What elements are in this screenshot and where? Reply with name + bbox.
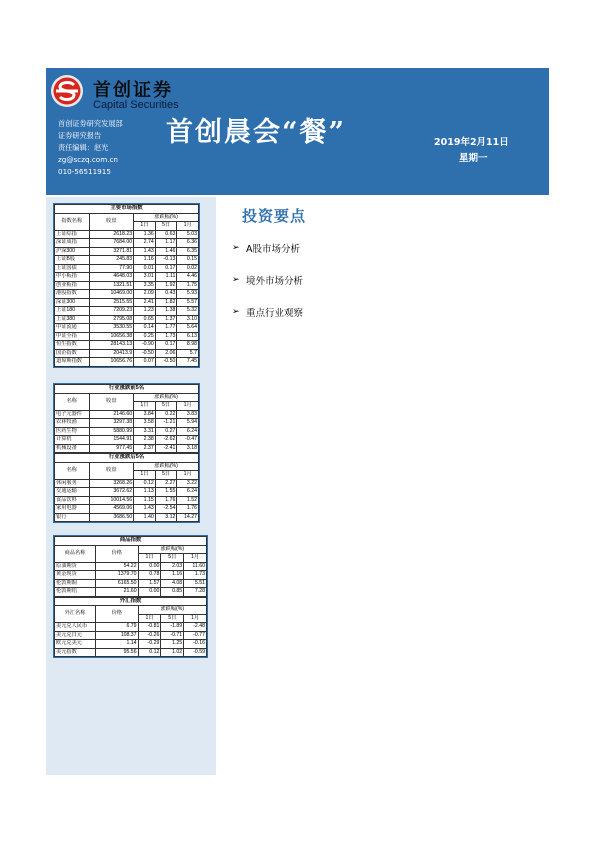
table-cell: 4569.06: [89, 505, 134, 514]
table-cell: 11.60: [184, 562, 207, 571]
table-cell: 1.15: [134, 496, 156, 505]
table-cell: 4.46: [177, 273, 199, 282]
table-cell: 交通运输: [55, 488, 90, 497]
table-cell: 3271.81: [89, 247, 134, 256]
table-cell: 上证综指: [55, 230, 90, 239]
table-cell: 1.37: [155, 315, 177, 324]
column-subheader: 5日: [155, 222, 177, 231]
table-row: [55, 631, 207, 640]
table-cell: 0.22: [155, 410, 177, 419]
table-row: [55, 436, 199, 445]
key-points-list: [232, 241, 303, 337]
section-title: 投资要点: [242, 207, 307, 225]
table-cell: 伦敦期铜: [55, 579, 96, 588]
table-cell: 道琼斯指数: [55, 358, 90, 367]
column-subheader: 5日: [155, 471, 177, 480]
table-cell: 10656.76: [89, 358, 134, 367]
table-row: [55, 273, 199, 282]
table-cell: 1.77: [155, 324, 177, 333]
table-cell: 1379.70: [96, 571, 139, 580]
table-cell: 医药生物: [55, 427, 90, 436]
table-row: [55, 479, 199, 488]
commodity-table-box: [53, 535, 208, 658]
table-cell: 2.38: [134, 436, 156, 445]
table-cell: 4.08: [161, 579, 184, 588]
table-cell: 3.01: [134, 273, 156, 282]
column-subheader: 5日: [155, 402, 177, 411]
table-row: [55, 324, 199, 333]
table-cell: -0.16: [184, 640, 207, 649]
column-subheader: 1日: [138, 614, 161, 623]
table-row: [55, 410, 199, 419]
column-subheader: 1日: [134, 471, 156, 480]
table-cell: 3.31: [134, 427, 156, 436]
table-row: [55, 281, 199, 290]
table-cell: -2.54: [155, 505, 177, 514]
column-subheader: 1月: [177, 471, 199, 480]
table-cell: 1.16: [134, 256, 156, 265]
table-cell: 2.74: [134, 239, 156, 248]
dept-phone: 010-56511915: [58, 167, 111, 176]
table-cell: 5.7: [177, 349, 199, 358]
column-header: 收盘: [89, 213, 134, 230]
table-cell: 0.00: [138, 562, 161, 571]
table-cell: 1.73: [184, 571, 207, 580]
capital-securities-logo-icon: [50, 74, 84, 108]
table-cell: 10014.56: [89, 496, 134, 505]
table-cell: 6.35: [177, 247, 199, 256]
table-cell: 1.82: [155, 298, 177, 307]
table-cell: 0.85: [161, 588, 184, 597]
table-cell: 上证B股: [55, 256, 90, 265]
arrow-bullet-icon: ➢: [232, 243, 240, 253]
table-caption: 外汇指数: [55, 597, 207, 606]
table-cell: 54.22: [96, 562, 139, 571]
table-cell: 国企指数: [55, 349, 90, 358]
column-subheader: 1月: [177, 222, 199, 231]
table-row: [55, 315, 199, 324]
table-cell: 3268.26: [89, 479, 134, 488]
table-cell: 上证380: [55, 315, 90, 324]
table-cell: 245.83: [89, 256, 134, 265]
commodity-table: [54, 536, 207, 597]
column-header: 涨跌幅(%): [134, 213, 199, 222]
dept-line: 首创证券研究发展部: [58, 119, 123, 128]
table-cell: 0.12: [138, 648, 161, 657]
column-header: 价格: [96, 545, 139, 562]
table-row: [55, 256, 199, 265]
report-weekday: 星期一: [459, 153, 488, 164]
table-cell: -0.71: [161, 631, 184, 640]
table-cell: 2618.23: [89, 230, 134, 239]
column-header: 收盘: [89, 462, 134, 479]
table-row: [55, 419, 199, 428]
fx-table: [54, 597, 207, 658]
table-cell: 中小板指: [55, 273, 90, 282]
table-cell: 0.15: [177, 256, 199, 265]
table-cell: 0.07: [134, 358, 156, 367]
table-cell: 中证全指: [55, 332, 90, 341]
table-cell: 1.02: [161, 648, 184, 657]
report-date: 2019年2月11日: [434, 137, 509, 148]
table-cell: 0.12: [134, 479, 156, 488]
table-cell: -0.81: [138, 623, 161, 632]
table-cell: 21.60: [96, 588, 139, 597]
table-cell: 1.17: [155, 239, 177, 248]
table-cell: 2795.08: [89, 315, 134, 324]
table-cell: 0.01: [134, 264, 156, 273]
table-caption: 商品指数: [55, 537, 207, 546]
table-cell: -0.47: [177, 436, 199, 445]
table-cell: 1.13: [134, 488, 156, 497]
table-cell: 77.90: [89, 264, 134, 273]
table-cell: 2515.55: [89, 298, 134, 307]
table-cell: 黄金现货: [55, 571, 96, 580]
table-cell: 3297.38: [89, 419, 134, 428]
table-cell: 5.57: [177, 298, 199, 307]
dept-email: zg@sczq.com.cn: [58, 155, 118, 164]
table-cell: 1.40: [134, 513, 156, 522]
table-row: [55, 349, 199, 358]
column-header: 涨跌幅(%): [138, 545, 206, 554]
table-row: [55, 505, 199, 514]
column-subheader: 5日: [161, 554, 184, 563]
table-cell: 6.36: [177, 239, 199, 248]
table-cell: 3.22: [177, 479, 199, 488]
table-cell: -2.62: [155, 436, 177, 445]
table-cell: 原油期货: [55, 562, 96, 571]
table-row: [55, 307, 199, 316]
table-cell: 3686.50: [89, 513, 134, 522]
table-cell: 0.17: [155, 264, 177, 273]
table-cell: 8.98: [177, 341, 199, 350]
table-cell: 1.38: [155, 307, 177, 316]
table-row: [55, 640, 207, 649]
table-cell: 伦敦期铝: [55, 588, 96, 597]
table-cell: 深证成指: [55, 239, 90, 248]
table-cell: 电子元器件: [55, 410, 90, 419]
table-cell: 2.06: [155, 349, 177, 358]
table-row: [55, 513, 199, 522]
table-cell: 美元指数: [55, 648, 96, 657]
table-cell: 沪深300: [55, 247, 90, 256]
table-row: [55, 427, 199, 436]
table-cell: 上证180: [55, 307, 90, 316]
report-title: 首创晨会“餐”: [166, 117, 347, 148]
table-cell: 上证国债: [55, 264, 90, 273]
table-cell: 1.55: [155, 488, 177, 497]
table-cell: -2.41: [155, 444, 177, 453]
table-cell: 7684.00: [89, 239, 134, 248]
table-cell: 美元兑人民币: [55, 623, 96, 632]
column-header: 涨跌幅(%): [134, 393, 199, 402]
table-cell: 2.41: [134, 298, 156, 307]
table-cell: 10656.38: [89, 332, 134, 341]
arrow-bullet-icon: ➢: [232, 275, 240, 285]
table-cell: 7.28: [184, 588, 207, 597]
table-cell: 6.24: [177, 488, 199, 497]
table-cell: 1.52: [177, 496, 199, 505]
table-cell: 7209.23: [89, 307, 134, 316]
table-cell: 5880.99: [89, 427, 134, 436]
table-cell: 2.03: [161, 562, 184, 571]
table-cell: 机械设备: [55, 444, 90, 453]
table-cell: 1.76: [177, 505, 199, 514]
column-header: 外汇名称: [55, 606, 96, 623]
column-header: 收盘: [89, 393, 134, 410]
table-cell: -0.90: [134, 341, 156, 350]
table-row: [55, 332, 199, 341]
table-cell: 1.23: [134, 307, 156, 316]
table-cell: 0.43: [155, 290, 177, 299]
column-header: 名称: [55, 393, 90, 410]
table-row: [55, 239, 199, 248]
table-cell: 1.36: [134, 230, 156, 239]
table-row: [55, 562, 207, 571]
table-cell: 1.73: [155, 332, 177, 341]
column-subheader: 1日: [138, 554, 161, 563]
key-point-label: 境外市场分析: [246, 276, 304, 287]
table-cell: -2.48: [184, 623, 207, 632]
table-row: [55, 247, 199, 256]
table-cell: 0.17: [155, 341, 177, 350]
table-cell: 1.43: [134, 247, 156, 256]
table-cell: 5.64: [177, 324, 199, 333]
table-cell: 美元兑日元: [55, 631, 96, 640]
table-cell: 港股指数: [55, 290, 90, 299]
table-cell: 95.56: [96, 648, 139, 657]
table-cell: 0.02: [177, 264, 199, 273]
table-cell: 中证流通: [55, 324, 90, 333]
column-header: 涨跌幅(%): [134, 462, 199, 471]
header-banner: [46, 68, 549, 195]
department-info: [58, 118, 123, 178]
table-cell: -0.77: [184, 631, 207, 640]
column-header: 指数名称: [55, 213, 90, 230]
table-cell: 4648.03: [89, 273, 134, 282]
table-caption: 主要市场指数: [55, 205, 199, 214]
table-cell: 977.45: [89, 444, 134, 453]
table-cell: -0.29: [138, 640, 161, 649]
table-row: [55, 444, 199, 453]
column-subheader: 1日: [134, 402, 156, 411]
table-cell: 0.00: [138, 588, 161, 597]
table-row: [55, 341, 199, 350]
table-row: [55, 571, 207, 580]
table-row: [55, 588, 207, 597]
sector-down-table: [54, 453, 199, 522]
table-cell: 0.63: [155, 230, 177, 239]
table-cell: 1.11: [155, 273, 177, 282]
table-cell: 2.27: [155, 479, 177, 488]
table-row: [55, 230, 199, 239]
table-cell: -0.26: [138, 631, 161, 640]
table-cell: 3672.62: [89, 488, 134, 497]
table-cell: 28143.13: [89, 341, 134, 350]
column-header: 涨跌幅(%): [138, 606, 206, 615]
table-cell: 0.25: [134, 332, 156, 341]
table-cell: 计算机: [55, 436, 90, 445]
table-cell: 1.92: [155, 281, 177, 290]
table-cell: 农林牧渔: [55, 419, 90, 428]
table-cell: 20413.9: [89, 349, 134, 358]
logo-chinese-name: 首创证券: [93, 80, 173, 101]
dept-line: 责任编辑：赵光: [58, 143, 109, 152]
sector-table-box: [53, 383, 200, 523]
table-cell: 3.35: [134, 281, 156, 290]
table-cell: 3530.55: [89, 324, 134, 333]
column-subheader: 1日: [134, 222, 156, 231]
logo-english-name: Capital Securities: [93, 99, 179, 111]
table-cell: 1.76: [155, 496, 177, 505]
table-row: [55, 496, 199, 505]
table-cell: 1544.91: [89, 436, 134, 445]
table-cell: 恒生指数: [55, 341, 90, 350]
key-point-item[interactable]: [232, 241, 303, 255]
table-cell: -0.13: [155, 256, 177, 265]
table-cell: 7.45: [177, 358, 199, 367]
data-sidebar: [46, 197, 216, 775]
table-cell: 1.57: [138, 579, 161, 588]
column-header: 名称: [55, 462, 90, 479]
table-cell: 108.37: [96, 631, 139, 640]
table-cell: 1.16: [161, 571, 184, 580]
table-cell: 3.83: [177, 410, 199, 419]
table-cell: 2.37: [134, 444, 156, 453]
table-cell: 银行: [55, 513, 90, 522]
table-cell: 0.27: [155, 427, 177, 436]
table-cell: 2.09: [134, 290, 156, 299]
table-row: [55, 358, 199, 367]
column-subheader: 1月: [184, 554, 207, 563]
table-cell: 5.93: [177, 290, 199, 299]
table-cell: -0.50: [155, 358, 177, 367]
table-cell: 5.51: [184, 579, 207, 588]
table-cell: 2146.60: [89, 410, 134, 419]
table-cell: 6165.50: [96, 579, 139, 588]
table-cell: 0.78: [138, 571, 161, 580]
table-cell: 6.79: [96, 623, 139, 632]
column-subheader: 1月: [184, 614, 207, 623]
table-row: [55, 290, 199, 299]
table-cell: 0.14: [134, 324, 156, 333]
table-cell: 6.24: [177, 427, 199, 436]
column-subheader: 1月: [177, 402, 199, 411]
table-cell: 5.32: [177, 307, 199, 316]
table-row: [55, 648, 207, 657]
key-point-item[interactable]: [232, 273, 303, 287]
table-cell: 10469.00: [89, 290, 134, 299]
table-cell: 1.46: [155, 247, 177, 256]
table-cell: -0.59: [184, 648, 207, 657]
dept-line: 证券研究报告: [58, 131, 102, 140]
column-header: 价格: [96, 606, 139, 623]
table-cell: -1.89: [161, 623, 184, 632]
key-point-label: A股市场分析: [246, 244, 300, 255]
table-row: [55, 264, 199, 273]
table-cell: 深证300: [55, 298, 90, 307]
table-cell: 3.58: [134, 419, 156, 428]
table-caption: 行业涨跌前5名: [55, 385, 199, 394]
table-cell: 家用电器: [55, 505, 90, 514]
table-cell: 5.94: [177, 419, 199, 428]
table-cell: 1.75: [177, 281, 199, 290]
table-cell: 1.25: [161, 640, 184, 649]
table-cell: 3.84: [134, 410, 156, 419]
table-row: [55, 488, 199, 497]
table-cell: 1321.51: [89, 281, 134, 290]
table-cell: 6.13: [177, 332, 199, 341]
table-cell: 创业板指: [55, 281, 90, 290]
table-cell: 1.43: [134, 505, 156, 514]
table-cell: -0.50: [134, 349, 156, 358]
table-row: [55, 298, 199, 307]
column-header: 商品名称: [55, 545, 96, 562]
table-cell: 3.10: [177, 315, 199, 324]
table-row: [55, 623, 207, 632]
table-caption: 行业涨跌后5名: [55, 454, 199, 463]
column-subheader: 5日: [161, 614, 184, 623]
key-point-label: 重点行业观察: [246, 308, 304, 319]
key-point-item[interactable]: [232, 305, 303, 319]
table-cell: 14.27: [177, 513, 199, 522]
arrow-bullet-icon: ➢: [232, 307, 240, 317]
market-index-table: [54, 204, 199, 367]
table-row: [55, 579, 207, 588]
table-cell: 3.18: [177, 444, 199, 453]
table-cell: 0.65: [134, 315, 156, 324]
table-cell: 休闲服务: [55, 479, 90, 488]
table-cell: -1.21: [155, 419, 177, 428]
table-cell: 3.12: [155, 513, 177, 522]
sector-up-table: [54, 384, 199, 453]
table-cell: 5.03: [177, 230, 199, 239]
market-index-table-box: [53, 203, 200, 368]
table-cell: 1.14: [96, 640, 139, 649]
table-cell: 欧元兑美元: [55, 640, 96, 649]
table-cell: 食品饮料: [55, 496, 90, 505]
